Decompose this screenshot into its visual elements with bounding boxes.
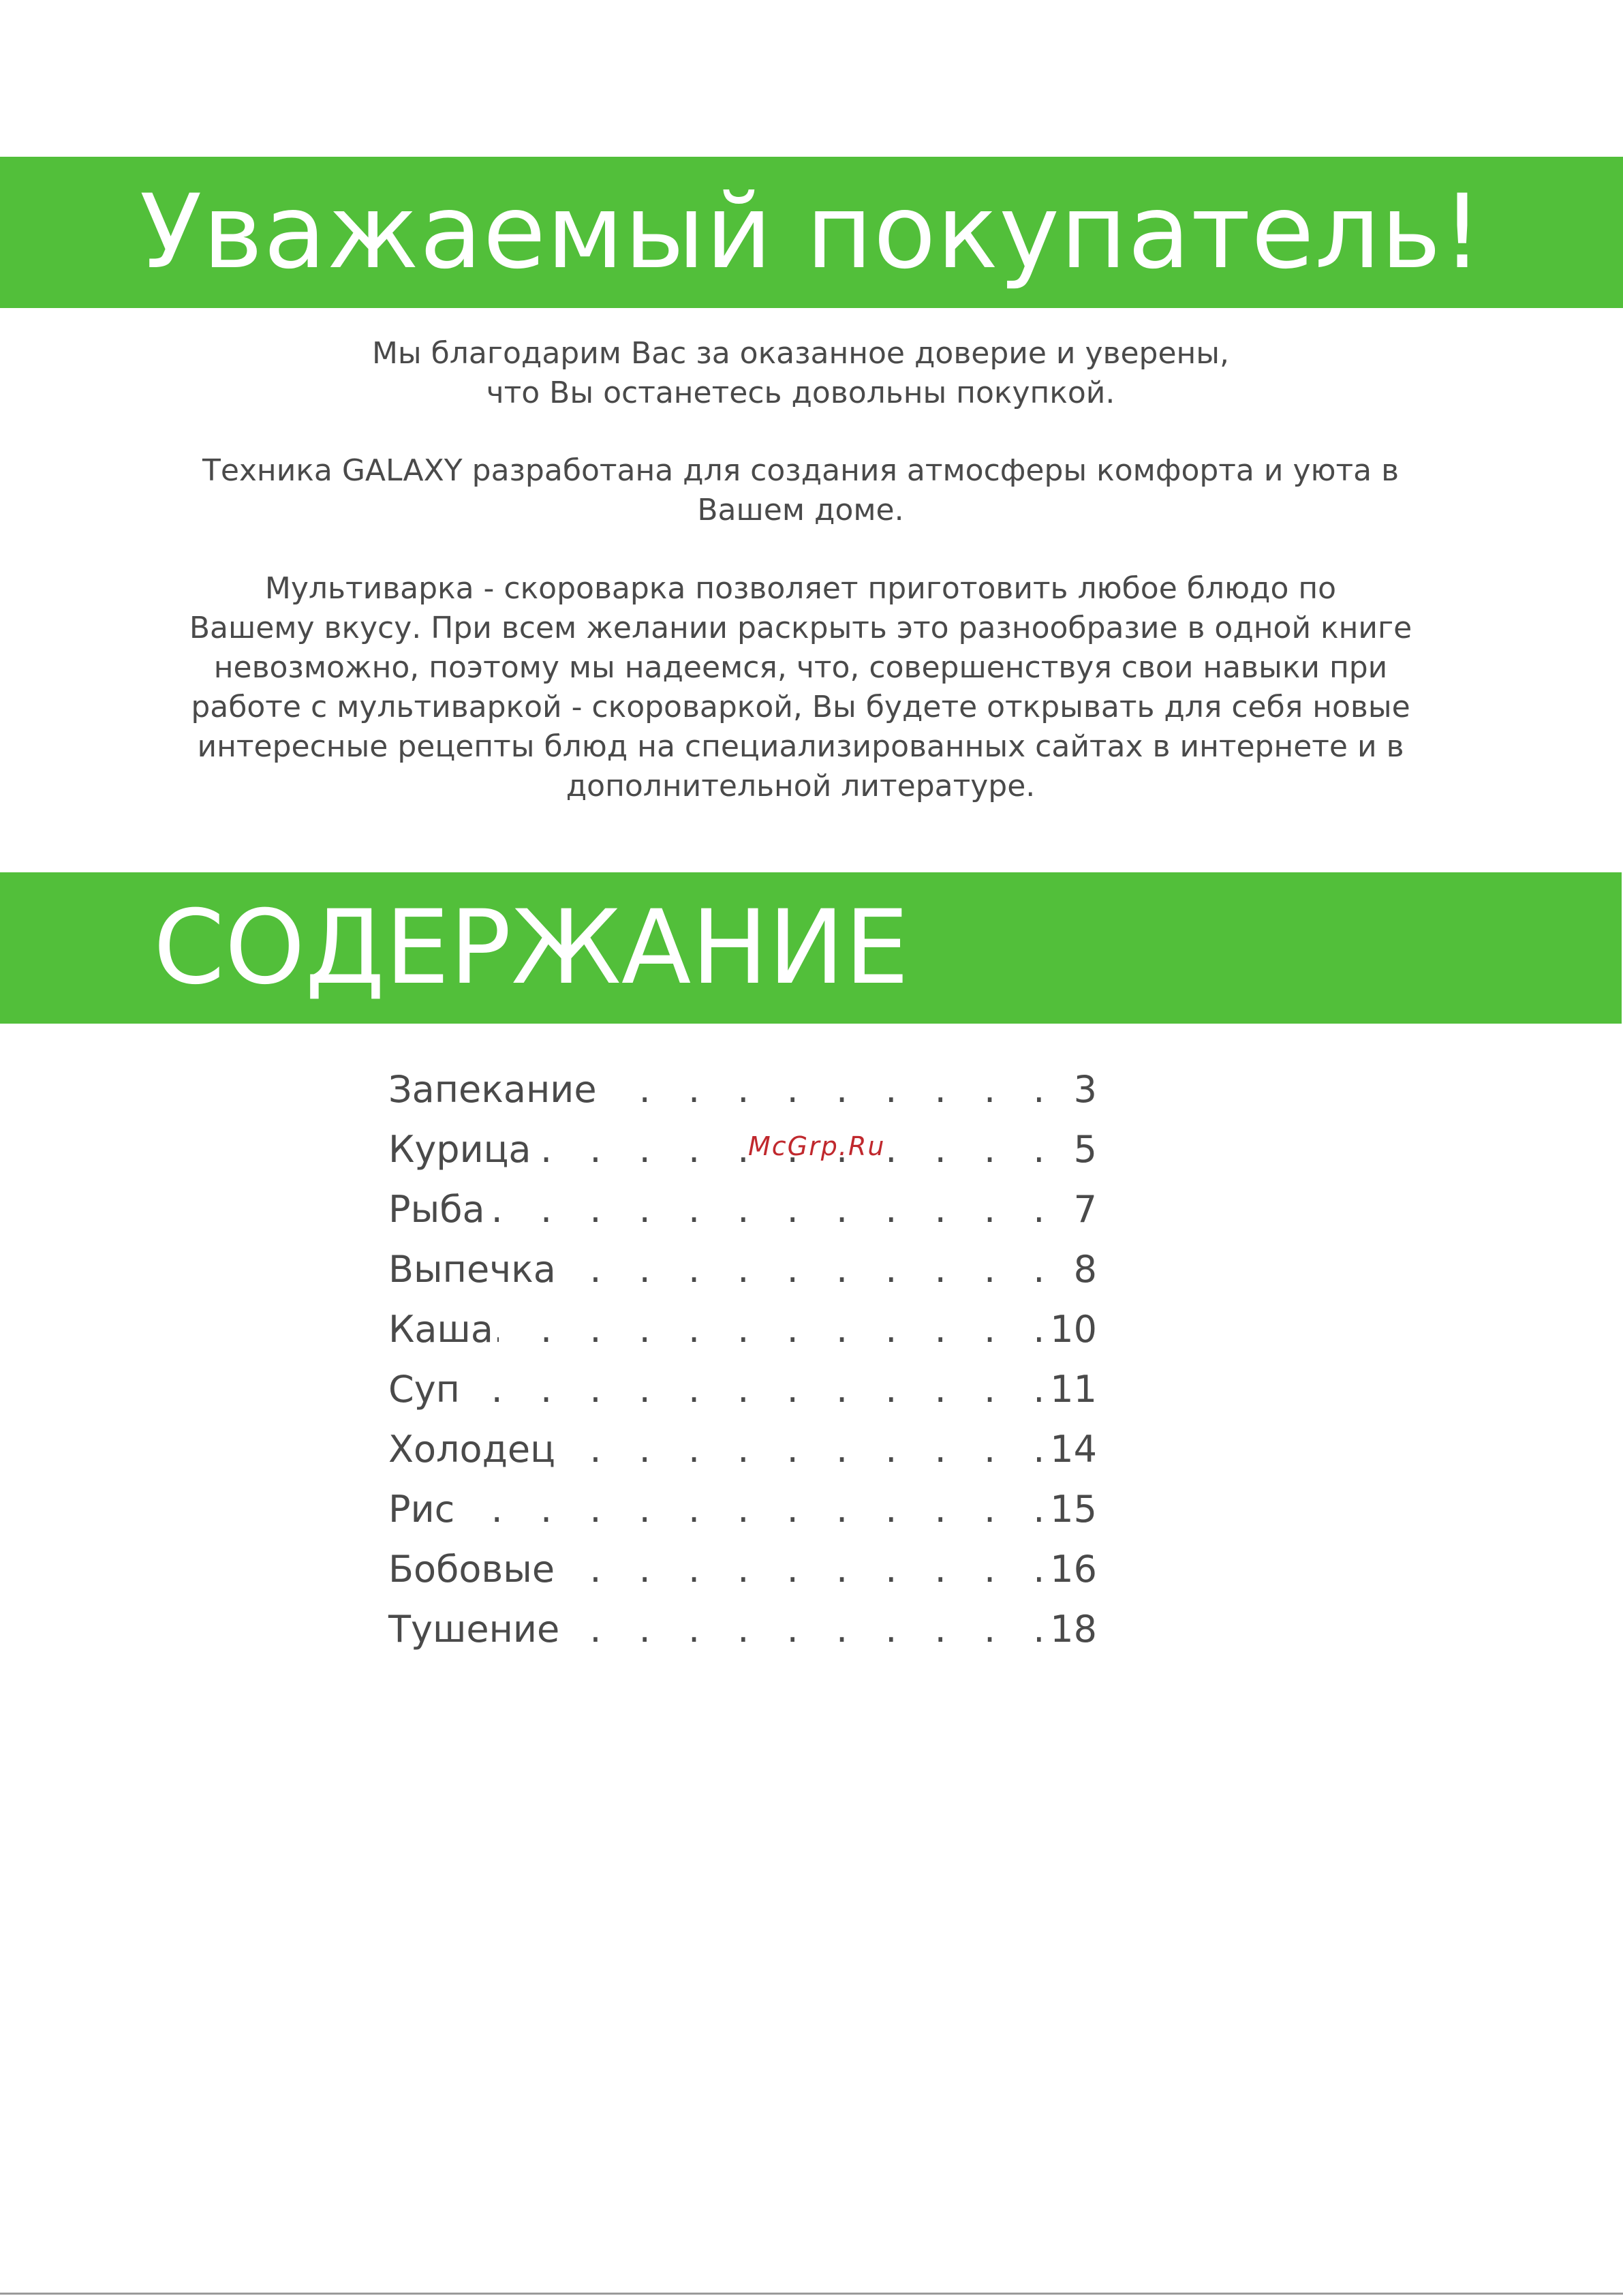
toc-entry[interactable] — [388, 1240, 1097, 1300]
contents-banner — [0, 872, 1622, 1024]
toc-entry-page: 14 — [1046, 1420, 1097, 1480]
toc-entry[interactable] — [388, 1060, 1097, 1120]
toc-entry[interactable] — [388, 1300, 1097, 1360]
intro-paragraph-brand — [136, 451, 1465, 530]
toc-entry[interactable] — [388, 1599, 1097, 1659]
toc-entry-title: Запекание — [388, 1060, 601, 1120]
greeting-banner — [0, 157, 1623, 308]
toc-entry-page: 16 — [1046, 1540, 1097, 1599]
toc-entry[interactable] — [388, 1420, 1097, 1480]
toc-entry[interactable] — [388, 1180, 1097, 1240]
toc-entry-title: Рис — [388, 1480, 459, 1540]
toc-entry-title: Курица — [388, 1120, 536, 1180]
watermark-text: McGrp.Ru — [748, 1131, 886, 1161]
toc-entry-page: 3 — [1070, 1060, 1097, 1120]
contents-heading: СОДЕРЖАНИЕ — [153, 889, 910, 1007]
toc-entry-title: Каша — [388, 1300, 497, 1360]
toc-entry[interactable] — [388, 1480, 1097, 1540]
toc-entry-page: 7 — [1070, 1180, 1097, 1240]
toc-entry-title: Рыба — [388, 1180, 489, 1240]
page-bottom-divider — [0, 2293, 1623, 2295]
toc-entry-page: 15 — [1046, 1480, 1097, 1540]
intro-paragraph-multicooker — [136, 569, 1465, 806]
toc-entry-page: 5 — [1070, 1120, 1097, 1180]
toc-dot-leader — [388, 1480, 1042, 1540]
toc-entry-page: 18 — [1046, 1599, 1097, 1659]
greeting-title: Уважаемый покупатель! — [139, 173, 1484, 292]
intro-text-brand: Техника GALAXY разработана для создания атмосферы комфорта и уюта в Вашем доме. — [202, 453, 1400, 527]
toc-entry-page: 10 — [1046, 1300, 1097, 1360]
table-of-contents — [388, 1060, 1097, 1659]
toc-entry-title: Суп — [388, 1360, 464, 1420]
toc-dot-leader — [388, 1360, 1042, 1420]
intro-paragraph-thanks — [136, 334, 1465, 413]
toc-entry[interactable] — [388, 1360, 1097, 1420]
toc-entry-title: Бобовые — [388, 1540, 559, 1599]
intro-text-multicooker: Мультиварка - скороварка позволяет приготовить любое блюдо по Вашему вкусу. При всем желании раскрыть это разнообразие в одной книге невозможно, поэтому мы надеемся, что, совершенствуя свои навыки при работе с мультиваркой - скороваркой, Вы будете открывать для себя новые интересные рецепты блюд на специализированных сайтах в интернете и в дополнительной литературе. — [189, 571, 1412, 803]
toc-entry[interactable] — [388, 1540, 1097, 1599]
toc-entry[interactable] — [388, 1120, 1097, 1180]
toc-entry-title: Выпечка — [388, 1240, 560, 1300]
toc-entry-title: Холодец — [388, 1420, 559, 1480]
toc-entry-page: 8 — [1070, 1240, 1097, 1300]
intro-text-thanks: Мы благодарим Вас за оказанное доверие и уверены, что Вы останетесь довольны покупкой. — [371, 336, 1230, 410]
toc-entry-page: 11 — [1046, 1360, 1097, 1420]
toc-entry-title: Тушение — [388, 1599, 563, 1659]
